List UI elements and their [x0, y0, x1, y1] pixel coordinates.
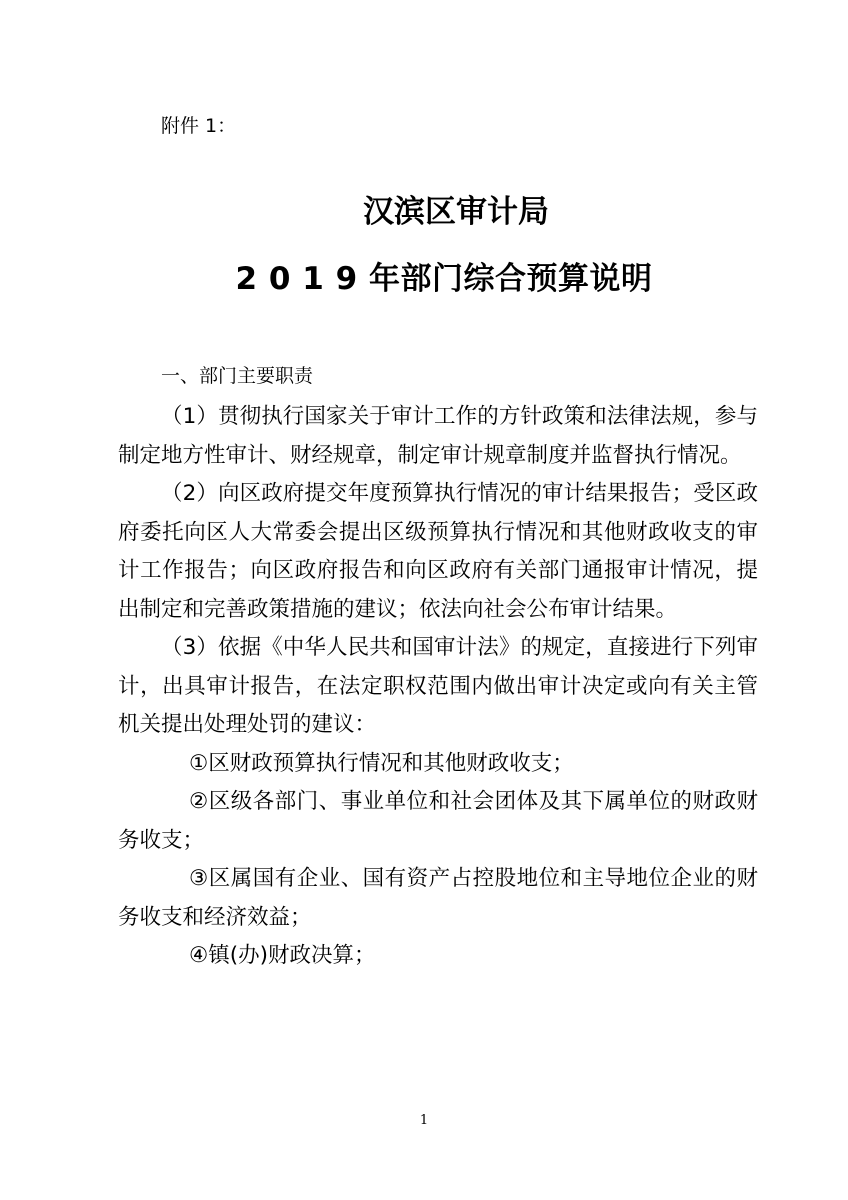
- document-title: 汉滨区审计局: [363, 194, 549, 230]
- audit-item-2: ②区级各部门、事业单位和社会团体及其下属单位的财政财务收支；: [118, 789, 758, 853]
- audit-item-4: ④镇(办)财政决算；: [189, 943, 376, 968]
- audit-item-3: ③区属国有企业、国有资产占控股地位和主导地位企业的财务收支和经济效益；: [118, 866, 758, 930]
- attachment-label: 附件 1：: [161, 115, 237, 137]
- document-body: [118, 398, 758, 976]
- page-number: 1: [419, 1113, 429, 1128]
- section-heading: 一、部门主要职责: [161, 365, 314, 387]
- duty-paragraph-1: （1）贯彻执行国家关于审计工作的方针政策和法律法规，参与制定地方性审计、财经规章，制定审计规章制度并监督执行情况。: [118, 404, 758, 468]
- duty-paragraph-2: （2）向区政府提交年度预算执行情况的审计结果报告；受区政府委托向区人大常委会提出区级预算执行情况和其他财政收支的审计工作报告；向区政府报告和向区政府有关部门通报审计情况，提出制定和完善政策措施的建议；依法向社会公布审计结果。: [118, 481, 758, 622]
- audit-item-1: ①区财政预算执行情况和其他财政收支；: [189, 750, 574, 776]
- document-subtitle: 2 0 1 9 年部门综合预算说明: [235, 261, 653, 297]
- duty-paragraph-3: （3）依据《中华人民共和国审计法》的规定，直接进行下列审计，出具审计报告，在法定职权范围内做出审计决定或向有关主管机关提出处理处罚的建议：: [118, 635, 758, 737]
